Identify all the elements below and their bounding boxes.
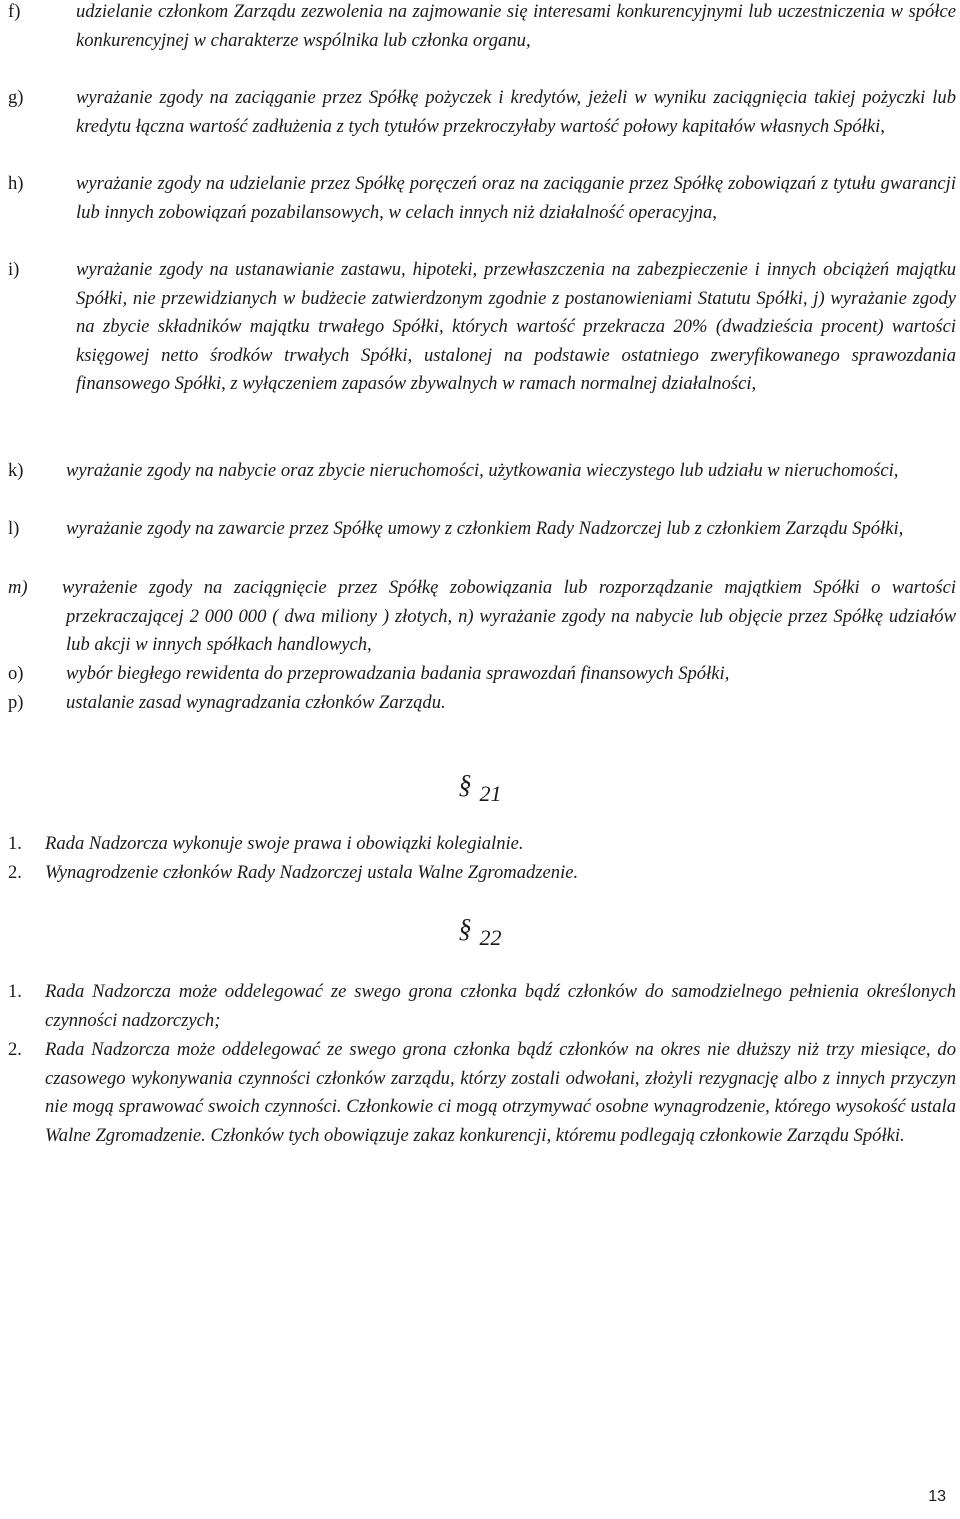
list-marker: i) [8, 259, 20, 280]
item-number: 2. [8, 1039, 22, 1060]
item-text: Rada Nadzorcza może oddelegować ze swego grona członka bądź członków do samodzielnego pełnienia określonych czynności nadzorczych; [45, 981, 956, 1031]
list-item-i [8, 256, 956, 399]
list-item-l [8, 515, 956, 544]
list-item-p [8, 689, 956, 718]
section-21-item-1 [8, 830, 956, 859]
list-marker: p) [8, 692, 24, 713]
list-marker: h) [8, 173, 24, 194]
item-number: 1. [8, 981, 22, 1002]
item-text: Rada Nadzorcza może oddelegować ze swego grona członka bądź członków na okres nie dłuższy niż trzy miesiące, do czasowego wykonywania czynności członków zarządu, którzy zostali odwołani, złożyli rezygnację albo z innych przyczyn nie mogą sprawować swoich czynności. Członkowie ci mogą otrzymywać osobne wynagrodzenie, którego wysokość ustala Walne Zgromadzenie. Członków tych obowiązuje zakaz konkurencji, któremu podlegają członkowie Zarządu Spółki. [45, 1039, 956, 1146]
list-item-text: wybór biegłego rewidenta do przeprowadzania badania sprawozdań finansowych Spółki, [66, 663, 730, 684]
list-item-text: wyrażanie zgody na udzielanie przez Spółkę poręczeń oraz na zaciąganie przez Spółkę zobowiązań z tytułu gwarancji lub innych zobowiązań pozabilansowych, w celach innych niż działalność operacyjna, [76, 173, 956, 223]
item-text: Rada Nadzorcza wykonuje swoje prawa i obowiązki kolegialnie. [45, 833, 524, 854]
list-item-h [8, 170, 956, 227]
list-marker: k) [8, 460, 24, 481]
list-marker: g) [8, 87, 24, 108]
list-item-m [8, 574, 956, 660]
section-number: 22 [479, 925, 502, 950]
list-marker: m) [8, 577, 28, 598]
list-item-text: wyrażanie zgody na ustanawianie zastawu, hipoteki, przewłaszczenia na zabezpieczenie i innych obciążeń majątku Spółki, nie przewidzianych w budżecie zatwierdzonym zgodnie z postanowieniami Statutu Spółki, j) wyrażanie zgody na zbycie składników majątku trwałego Spółki, których wartość przekracza 20% (dwadzieścia procent) wartości księgowej netto środków trwałych Spółki, ustalonej na podstawie ostatniego zweryfikowanego sprawozdania finansowego Spółki, z wyłączeniem zapasów zbywalnych w ramach normalnej działalności, [76, 259, 956, 395]
section-22-item-1 [8, 978, 956, 1035]
list-item-text: wyrażanie zgody na zawarcie przez Spółkę umowy z członkiem Rady Nadzorczej lub z członkiem Zarządu Spółki, [66, 518, 904, 539]
list-item-text: wyrażanie zgody na nabycie oraz zbycie nieruchomości, użytkowania wieczystego lub udziału w nieruchomości, [66, 460, 899, 481]
list-item-text: ustalanie zasad wynagradzania członków Zarządu. [66, 692, 446, 713]
section-22-heading [0, 914, 960, 953]
list-item-text: udzielanie członkom Zarządu zezwolenia na zajmowanie się interesami konkurencyjnymi lub uczestniczenia w spółce konkurencyjnej w charakterze wspólnika lub członka organu, [76, 1, 956, 51]
list-item-f [8, 0, 956, 55]
section-symbol: § [458, 914, 472, 943]
list-marker: l) [8, 518, 20, 539]
list-item-g [8, 84, 956, 141]
list-item-text: wyrażenie zgody na zaciągnięcie przez Spółkę zobowiązania lub rozporządzanie majątkiem Spółki o wartości przekraczającej 2 000 000 ( dwa miliony ) złotych, n) wyrażanie zgody na nabycie lub objęcie przez Spółkę udziałów lub akcji w innych spółkach handlowych, [62, 577, 956, 656]
section-22-item-2 [8, 1036, 956, 1150]
section-symbol: § [458, 770, 472, 799]
page-number: 13 [928, 1488, 946, 1505]
list-item-k [8, 457, 956, 486]
list-item-o [8, 660, 956, 689]
list-marker: f) [8, 1, 21, 22]
item-text: Wynagrodzenie członków Rady Nadzorczej ustala Walne Zgromadzenie. [45, 862, 579, 883]
item-number: 2. [8, 862, 22, 883]
section-21-item-2 [8, 859, 956, 888]
list-marker: o) [8, 663, 24, 684]
section-number: 21 [479, 781, 502, 806]
item-number: 1. [8, 833, 22, 854]
list-item-text: wyrażanie zgody na zaciąganie przez Spółkę pożyczek i kredytów, jeżeli w wyniku zaciągnięcia takiej pożyczki lub kredytu łączna wartość zadłużenia z tych tytułów przekroczyłaby wartość połowy kapitałów własnych Spółki, [76, 87, 956, 137]
section-21-heading [0, 770, 960, 809]
